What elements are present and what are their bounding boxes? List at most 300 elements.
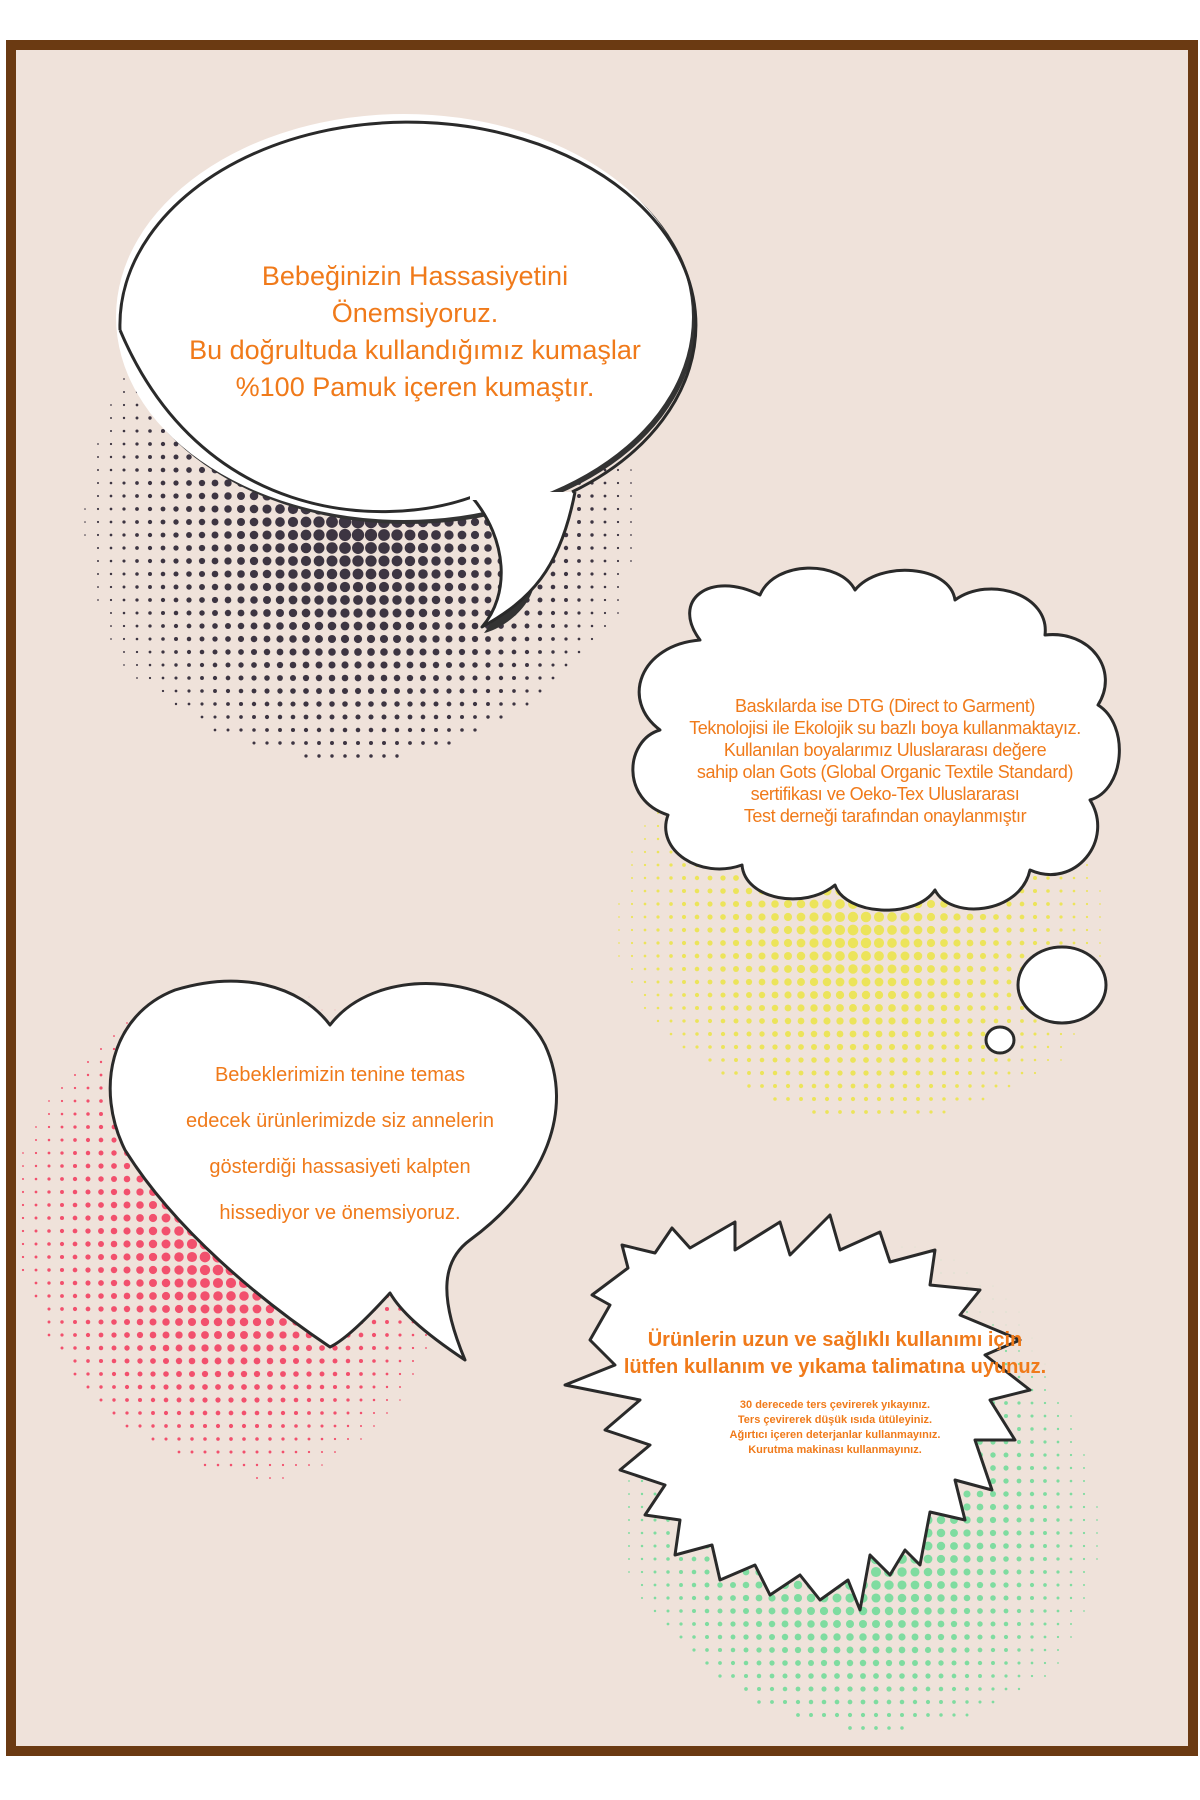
halftone-dot [657, 864, 660, 867]
halftone-dot [744, 1661, 749, 1666]
halftone-dot [173, 571, 178, 576]
halftone-dot [744, 1648, 749, 1653]
halftone-dot [644, 968, 647, 971]
halftone-dot [861, 964, 870, 973]
halftone-dot [35, 1295, 38, 1298]
halftone-dot [303, 688, 309, 694]
halftone-dot [914, 965, 922, 973]
halftone-dot [61, 1100, 63, 1102]
halftone-dot [110, 547, 113, 550]
halftone-dot [809, 912, 818, 921]
halftone-dot [993, 1286, 994, 1287]
halftone-dot [928, 1031, 934, 1037]
halftone-dot [743, 1621, 749, 1627]
halftone-dot [942, 1058, 947, 1063]
halftone-dot [1034, 1046, 1037, 1049]
halftone-dot [834, 1686, 839, 1691]
halftone-dot [861, 938, 871, 948]
halftone-dot [746, 979, 752, 985]
halftone-dot [617, 508, 619, 510]
halftone-dot [347, 1412, 350, 1415]
halftone-dot [877, 1097, 881, 1101]
halftone-dot [759, 992, 765, 998]
halftone-dot [202, 1397, 207, 1402]
halftone-dot [848, 912, 858, 922]
halftone-dot [314, 595, 323, 604]
halftone-dot [328, 661, 335, 668]
halftone-dot [148, 559, 152, 563]
halftone-dot [1019, 1325, 1020, 1326]
halftone-dot [386, 1386, 388, 1388]
halftone-dot [379, 582, 389, 592]
halftone-dot [110, 573, 112, 575]
halftone-dot [176, 1358, 182, 1364]
halftone-dot [872, 1633, 879, 1640]
halftone-dot [1057, 1649, 1059, 1651]
halftone-dot [87, 1087, 90, 1090]
halftone-dot [123, 1240, 130, 1247]
halftone-dot [431, 543, 441, 553]
halftone-dot [151, 1385, 156, 1390]
halftone-dot [911, 1620, 918, 1627]
halftone-dot [990, 1569, 996, 1575]
halftone-dot [86, 1359, 90, 1363]
halftone-dot [126, 1022, 128, 1024]
halftone-dot [669, 915, 673, 919]
halftone-dot [511, 623, 516, 628]
halftone-dot [1096, 1532, 1098, 1534]
halftone-dot [174, 455, 179, 460]
halftone-dot [1017, 1479, 1022, 1484]
halftone-dot [73, 1125, 76, 1128]
halftone-dot [1043, 1466, 1047, 1470]
halftone-dot [217, 1464, 220, 1467]
halftone-dot [682, 876, 686, 880]
halftone-dot [797, 952, 806, 961]
halftone-dot [369, 754, 373, 758]
halftone-dot [278, 702, 283, 707]
halftone-dot [875, 1004, 883, 1012]
halftone-dot [161, 559, 166, 564]
halftone-dot [320, 1424, 323, 1427]
halftone-dot [1099, 903, 1101, 905]
halftone-dot [342, 688, 348, 694]
halftone-dot [162, 677, 165, 680]
halftone-dot [498, 649, 503, 654]
halftone-dot [887, 1700, 892, 1705]
halftone-dot [87, 1074, 89, 1076]
halftone-dot [577, 585, 581, 589]
halftone-dot [927, 913, 935, 921]
halftone-dot [333, 1398, 337, 1402]
halftone-dot [1030, 1570, 1034, 1574]
halftone-dot [873, 1647, 880, 1654]
halftone-dot [991, 1622, 996, 1627]
halftone-dot [110, 482, 113, 485]
halftone-dot [654, 1584, 657, 1587]
halftone-dot [924, 1620, 931, 1627]
halftone-dot [189, 1371, 195, 1377]
halftone-dot [499, 715, 502, 718]
halftone-dot [670, 1033, 673, 1036]
halftone-dot [1057, 1662, 1059, 1664]
halftone-dot [111, 1293, 117, 1299]
halftone-dot [968, 1045, 973, 1050]
halftone-dot [290, 675, 296, 681]
halftone-dot [967, 914, 974, 921]
halftone-dot [1056, 1505, 1059, 1508]
cloud-line: Teknolojisi ile Ekolojik su bazlı boya kullanmaktayız. [689, 718, 1081, 738]
halftone-dot [822, 1700, 827, 1705]
halftone-dot [148, 455, 152, 459]
halftone-dot [860, 1647, 867, 1654]
halftone-dot [136, 1279, 143, 1286]
halftone-dot [203, 1411, 208, 1416]
halftone-dot [215, 1384, 221, 1390]
halftone-dot [981, 1084, 984, 1087]
halftone-dot [406, 635, 414, 643]
halftone-dot [564, 559, 568, 563]
halftone-dot [199, 545, 205, 551]
halftone-dot [1044, 1675, 1046, 1677]
halftone-dot [316, 688, 322, 694]
halftone-dot [900, 1726, 903, 1729]
halftone-dot [359, 1346, 363, 1350]
halftone-dot [224, 518, 232, 526]
halftone-dot [445, 583, 453, 591]
halftone-dot [110, 443, 112, 445]
halftone-dot [990, 1543, 996, 1549]
halftone-dot [434, 741, 438, 745]
halftone-dot [35, 1256, 38, 1259]
halftone-dot [161, 455, 165, 459]
halftone-dot [916, 1084, 920, 1088]
halftone-dot [590, 559, 593, 562]
halftone-dot [35, 1178, 38, 1181]
halftone-dot [682, 1032, 685, 1035]
halftone-dot [124, 1306, 130, 1312]
halftone-dot [174, 598, 179, 603]
halftone-dot [212, 610, 218, 616]
halftone-dot [980, 979, 986, 985]
halftone-dot [1046, 902, 1050, 906]
halftone-dot [707, 953, 712, 958]
halftone-dot [628, 1493, 630, 1495]
halftone-dot [342, 675, 349, 682]
halftone-dot [301, 543, 312, 554]
halftone-dot [1056, 1492, 1059, 1495]
halftone-dot [84, 521, 86, 523]
halftone-dot [200, 1252, 211, 1263]
halftone-dot [874, 1713, 878, 1717]
halftone-dot [590, 546, 593, 549]
halftone-dot [226, 702, 230, 706]
halftone-dot [418, 556, 428, 566]
halftone-dot [980, 966, 986, 972]
halftone-dot [978, 1687, 982, 1691]
halftone-dot [366, 608, 375, 617]
halftone-dot [177, 1398, 182, 1403]
halftone-dot [733, 875, 739, 881]
halftone-dot [720, 992, 725, 997]
halftone-dot [173, 558, 178, 563]
halftone-dot [216, 1437, 220, 1441]
halftone-dot [251, 636, 258, 643]
halftone-dot [850, 1057, 856, 1063]
halftone-dot [161, 494, 166, 499]
halftone-dot [641, 1545, 644, 1548]
halftone-dot [771, 926, 779, 934]
halftone-dot [1070, 1623, 1072, 1625]
halftone-dot [644, 981, 646, 983]
halftone-dot [682, 954, 686, 958]
halftone-dot [590, 585, 593, 588]
halftone-dot [641, 1480, 643, 1482]
halftone-dot [1044, 1415, 1047, 1418]
halftone-dot [308, 1464, 310, 1466]
halftone-dot [123, 1227, 130, 1234]
halftone-dot [256, 1464, 258, 1466]
halftone-dot [123, 1214, 130, 1221]
halftone-dot [669, 850, 672, 853]
halftone-dot [679, 1609, 683, 1613]
halftone-dot [758, 939, 765, 946]
halftone-dot [189, 1358, 196, 1365]
halftone-dot [604, 560, 607, 563]
halftone-dot [524, 610, 529, 615]
halftone-dot [124, 1163, 130, 1169]
halftone-dot [458, 596, 466, 604]
halftone-dot [940, 978, 947, 985]
halftone-dot [148, 624, 151, 627]
halftone-dot [123, 573, 126, 576]
halftone-dot [1046, 889, 1050, 893]
halftone-dot [110, 534, 113, 537]
halftone-dot [631, 890, 633, 892]
halftone-dot [759, 1018, 765, 1024]
halftone-dot [393, 635, 401, 643]
halftone-dot [846, 1633, 853, 1640]
halftone-dot [339, 529, 351, 541]
halftone-dot [679, 1557, 683, 1561]
halftone-dot [86, 1138, 90, 1142]
halftone-dot [1004, 1622, 1009, 1627]
halftone-dot [135, 546, 139, 550]
halftone-dot [978, 1674, 982, 1678]
halftone-dot [187, 676, 191, 680]
halftone-dot [320, 1398, 324, 1402]
halftone-dot [992, 1324, 994, 1326]
halftone-dot [644, 994, 646, 996]
halftone-dot [138, 1385, 143, 1390]
halftone-dot [294, 1398, 299, 1403]
halftone-dot [1073, 903, 1076, 906]
halftone-dot [186, 532, 192, 538]
halftone-dot [86, 1372, 89, 1375]
halftone-dot [188, 1344, 195, 1351]
halftone-dot [823, 965, 832, 974]
halftone-dot [212, 480, 219, 487]
halftone-dot [644, 942, 647, 945]
halftone-dot [161, 468, 166, 473]
halftone-dot [929, 1110, 932, 1113]
halftone-dot [981, 1045, 985, 1049]
halftone-dot [137, 1306, 144, 1313]
halftone-dot [941, 1005, 948, 1012]
halftone-dot [122, 507, 125, 510]
halftone-dot [432, 583, 441, 592]
halftone-dot [781, 1607, 788, 1614]
halftone-dot [238, 662, 243, 667]
halftone-dot [199, 480, 205, 486]
halftone-dot [162, 1253, 171, 1262]
halftone-dot [990, 1556, 996, 1562]
halftone-dot [669, 902, 673, 906]
halftone-dot [60, 1320, 63, 1323]
halftone-dot [122, 520, 125, 523]
halftone-dot [434, 728, 438, 732]
halftone-dot [669, 876, 672, 879]
halftone-dot [1057, 1441, 1060, 1444]
halftone-dot [941, 1031, 947, 1037]
halftone-dot [484, 583, 491, 590]
halftone-dot [941, 992, 948, 999]
halftone-dot [151, 1424, 154, 1427]
halftone-dot [382, 728, 387, 733]
halftone-dot [1056, 1518, 1059, 1521]
halftone-dot [302, 648, 309, 655]
halftone-dot [60, 1177, 64, 1181]
halftone-dot [871, 1580, 881, 1590]
halftone-dot [708, 876, 713, 881]
halftone-dot [471, 518, 479, 526]
halftone-dot [110, 469, 113, 472]
halftone-dot [200, 689, 204, 693]
halftone-dot [434, 715, 438, 719]
halftone-dot [1021, 1059, 1024, 1062]
halftone-dot [227, 1344, 234, 1351]
halftone-dot [836, 1017, 843, 1024]
halftone-dot [730, 1582, 736, 1588]
halftone-dot [836, 1004, 844, 1012]
halftone-dot [835, 964, 844, 973]
halftone-dot [940, 939, 948, 947]
halftone-dot [1030, 1596, 1034, 1600]
halftone-dot [186, 480, 192, 486]
halftone-dot [782, 1647, 788, 1653]
halftone-dot [773, 1084, 777, 1088]
halftone-dot [74, 1373, 77, 1376]
halftone-dot [200, 650, 205, 655]
halftone-dot [484, 544, 492, 552]
halftone-dot [860, 1686, 865, 1691]
halftone-dot [1070, 1545, 1073, 1548]
halftone-dot [863, 1044, 869, 1050]
halftone-dot [966, 1311, 968, 1313]
halftone-dot [864, 1084, 869, 1089]
halftone-dot [237, 544, 245, 552]
halftone-dot [279, 1331, 286, 1338]
halftone-dot [243, 1464, 246, 1467]
halftone-dot [1017, 1661, 1020, 1664]
halftone-dot [950, 1555, 958, 1563]
halftone-dot [255, 1424, 259, 1428]
halftone-dot [327, 582, 337, 592]
halftone-dot [1059, 915, 1062, 918]
halftone-dot [97, 482, 99, 484]
halftone-dot [135, 611, 138, 614]
halftone-dot [98, 1254, 104, 1260]
halftone-dot [112, 1372, 116, 1376]
halftone-dot [162, 1331, 169, 1338]
halftone-dot [758, 900, 765, 907]
halftone-dot [617, 521, 619, 523]
halftone-dot [86, 1294, 91, 1299]
halftone-dot [877, 1110, 881, 1114]
halftone-dot [578, 651, 581, 654]
halftone-dot [1006, 1299, 1007, 1300]
halftone-dot [537, 584, 542, 589]
halftone-dot [288, 517, 298, 527]
halftone-dot [135, 533, 139, 537]
care-instruction-item: Kurutma makinası kullanmayınız. [748, 1444, 922, 1456]
halftone-dot [306, 1358, 312, 1364]
halftone-dot [123, 612, 126, 615]
halftone-dot [733, 979, 739, 985]
halftone-dot [295, 1464, 297, 1466]
halftone-dot [1086, 929, 1088, 931]
halftone-dot [963, 1503, 970, 1510]
halftone-dot [720, 979, 725, 984]
halftone-dot [301, 556, 311, 566]
halftone-dot [942, 1084, 946, 1088]
halftone-dot [136, 625, 139, 628]
halftone-dot [431, 530, 441, 540]
halftone-dot [148, 585, 152, 589]
halftone-dot [980, 1312, 981, 1313]
halftone-dot [164, 1398, 169, 1403]
halftone-dot [122, 559, 125, 562]
halftone-dot [695, 1019, 699, 1023]
halftone-dot [333, 1372, 338, 1377]
halftone-dot [821, 1673, 827, 1679]
halftone-dot [809, 1713, 813, 1717]
halftone-dot [173, 532, 178, 537]
halftone-dot [797, 926, 806, 935]
halftone-dot [1057, 1623, 1060, 1626]
halftone-dot [784, 952, 792, 960]
halftone-dot [267, 1371, 273, 1377]
halftone-dot [782, 1634, 788, 1640]
halftone-dot [863, 1070, 868, 1075]
halftone-dot [679, 1570, 683, 1574]
halftone-dot [85, 1267, 90, 1272]
halftone-dot [252, 702, 256, 706]
halftone-dot [952, 1674, 957, 1679]
halftone-dot [111, 1332, 116, 1337]
halftone-dot [772, 1005, 778, 1011]
halftone-dot [199, 532, 205, 538]
halftone-dot [446, 675, 452, 681]
halftone-dot [229, 1424, 233, 1428]
halftone-dot [229, 1450, 232, 1453]
halftone-dot [720, 901, 726, 907]
halftone-dot [512, 702, 515, 705]
halftone-dot [1003, 1478, 1008, 1483]
halftone-dot [60, 1164, 64, 1168]
halftone-dot [927, 978, 935, 986]
halftone-dot [822, 925, 832, 935]
